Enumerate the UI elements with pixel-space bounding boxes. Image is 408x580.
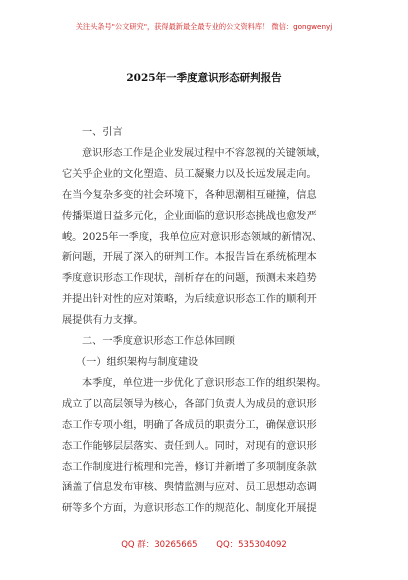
paragraph-line: 态工作制度进行梳理和完善，修订并新增了多项制度条款 xyxy=(62,461,317,473)
paragraph-line: 研等多个方面，为意识形态工作的规范化、制度化开展提 xyxy=(62,503,317,515)
paragraph-line: 在当今复杂多变的社会环境下，各种思潮相互碰撞，信息 xyxy=(62,189,317,201)
paragraph-line: 并提出针对性的应对策略，为后续意识形态工作的顺利开 xyxy=(62,294,317,306)
paragraph-line: 传播渠道日益多元化，企业面临的意识形态挑战也愈发严 xyxy=(62,210,317,222)
paragraph-line: 成立了以高层领导为核心，各部门负责人为成员的意识形 xyxy=(62,398,317,410)
paragraph-line: 态工作能够层层落实、责任到人。同时，对现有的意识形 xyxy=(62,440,317,452)
paragraph-line: 展提供有力支撑。 xyxy=(62,315,144,327)
paragraph-line: 态工作专项小组，明确了各成员的职责分工，确保意识形 xyxy=(62,419,317,431)
subsection-heading: （一）组织架构与制度建设 xyxy=(76,356,199,368)
section-heading: 一、引言 xyxy=(82,127,123,138)
footer-qq: QQ：535304092 xyxy=(216,540,287,550)
paragraph-line: 意识形态工作是企业发展过程中不容忽视的关键领域， xyxy=(82,147,327,159)
paragraph-line: 涵盖了信息发布审核、舆情监测与应对、员工思想动态调 xyxy=(62,482,317,494)
document-title: 2025年一季度意识形态研判报告 xyxy=(126,72,282,84)
section-heading: 二、一季度意识形态工作总体回顾 xyxy=(82,336,235,348)
document-body xyxy=(62,123,354,520)
header-banner xyxy=(0,22,408,32)
banner-wechat: 微信：gongwenyj xyxy=(271,22,333,31)
paragraph-line: 峻。2025年一季度，我单位应对意识形态领域的新情况、 xyxy=(62,231,323,243)
banner-text: 关注头条号"公文研究"，获得最新最全最专业的公文资料库！ xyxy=(75,22,270,31)
paragraph-line: 季度意识形态工作现状，剖析存在的问题，预测未来趋势 xyxy=(62,273,317,285)
paragraph-line: 本季度，单位进一步优化了意识形态工作的组织架构。 xyxy=(82,377,327,389)
paragraph-line: 新问题，开展了深入的研判工作。本报告旨在系统梳理本 xyxy=(62,252,317,264)
paragraph-line: 它关乎企业的文化塑造、员工凝聚力以及长远发展走向。 xyxy=(62,168,317,180)
footer-contact xyxy=(0,538,408,550)
footer-qq-group: QQ 群：30265665 xyxy=(121,540,198,550)
